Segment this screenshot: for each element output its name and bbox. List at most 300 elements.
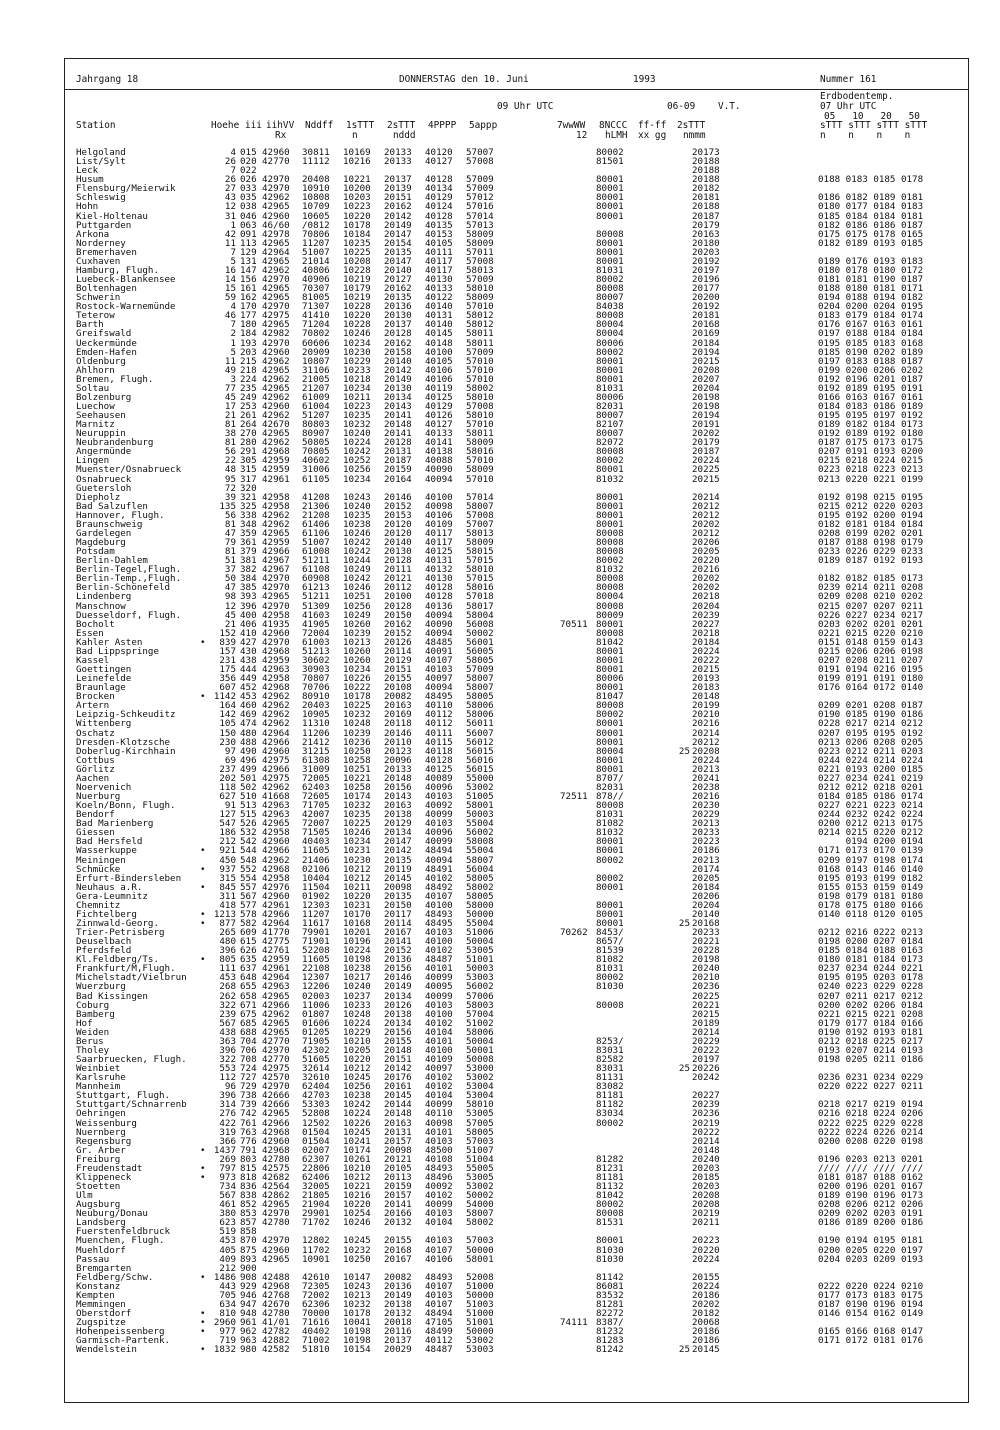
group-vt-temp: 20197 bbox=[692, 264, 720, 276]
group-iihvv: 42970 bbox=[262, 337, 290, 349]
group-4pppp: 40135 bbox=[425, 219, 453, 231]
group-7wwww: 70511 bbox=[560, 618, 588, 630]
group-2sttt: 20146 bbox=[384, 491, 412, 503]
group-5appp: 58009 bbox=[466, 464, 494, 476]
station-name: Leinefelde bbox=[76, 673, 132, 685]
group-iihvv: 42970 bbox=[262, 600, 290, 612]
station-id: 315 bbox=[240, 464, 257, 476]
elevation: 26 bbox=[224, 156, 236, 168]
elevation: 634 bbox=[219, 1298, 236, 1310]
station-id: 474 bbox=[240, 718, 257, 730]
group-5appp: 57007 bbox=[466, 518, 494, 530]
group-vt-temp: 20202 bbox=[692, 582, 720, 594]
soil-temperatures: 0197 0188 0184 0184 bbox=[818, 328, 924, 340]
group-4pppp: 40103 bbox=[425, 664, 453, 675]
group-1sttt: 10229 bbox=[343, 1026, 371, 1038]
elevation: 443 bbox=[219, 1280, 236, 1292]
group-8nccc: 80002 bbox=[596, 872, 624, 884]
group-4pppp: 40126 bbox=[425, 410, 453, 421]
group-iihvv: 42960 bbox=[262, 401, 290, 412]
group-vt-temp: 20191 bbox=[692, 419, 720, 431]
elevation: 567 bbox=[219, 1017, 236, 1029]
station-name: Soltau bbox=[76, 382, 110, 394]
group-1sttt: 10198 bbox=[343, 1326, 371, 1338]
group-5appp: 58013 bbox=[466, 264, 494, 276]
elevation: 5 bbox=[230, 346, 236, 358]
elevation: 268 bbox=[219, 981, 236, 993]
station-id: 184 bbox=[240, 328, 257, 340]
elevation: 547 bbox=[219, 818, 236, 830]
group-nddff: 61008 bbox=[302, 546, 330, 558]
group-nddff: 62403 bbox=[302, 781, 330, 793]
group-4pppp: 48491 bbox=[425, 863, 453, 875]
group-nddff: 61406 bbox=[302, 518, 330, 530]
group-8nccc: 81047 bbox=[596, 691, 624, 703]
group-2sttt: 20176 bbox=[384, 1072, 412, 1084]
group-nddff: 22806 bbox=[302, 1162, 330, 1174]
soil-temperatures: 0185 0184 0184 0181 bbox=[818, 210, 924, 222]
group-vt-temp: 20179 bbox=[692, 219, 720, 231]
group-4pppp: 40138 bbox=[425, 446, 453, 458]
group-8nccc: 80002 bbox=[596, 854, 624, 866]
soil-temperatures: 0180 0177 0184 0183 bbox=[818, 201, 924, 213]
group-1sttt: 10224 bbox=[343, 1108, 371, 1120]
station-name: Berlin-Temp.,Flugh. bbox=[76, 573, 182, 585]
mountain-marker: • bbox=[200, 918, 206, 929]
group-2sttt: 20136 bbox=[384, 1280, 412, 1292]
station-id: 675 bbox=[240, 1008, 257, 1020]
group-2sttt: 20134 bbox=[384, 391, 412, 403]
group-iihvv: 42965 bbox=[262, 283, 290, 295]
group-2sttt: 20141 bbox=[384, 1199, 412, 1211]
soil-temperatures: //// //// //// //// bbox=[818, 1162, 924, 1174]
elevation: 719 bbox=[219, 1335, 236, 1347]
station-name: Brocken bbox=[76, 691, 115, 703]
mountain-marker: • bbox=[200, 691, 206, 703]
group-8nccc: 80001 bbox=[596, 664, 624, 675]
soil-temperatures: 0215 0207 0207 0211 bbox=[818, 600, 924, 612]
group-8nccc: 80001 bbox=[596, 908, 624, 920]
group-nddff: 70000 bbox=[302, 1308, 330, 1319]
station-name: Bad Hersfeld bbox=[76, 836, 143, 848]
station-id: 838 bbox=[240, 1190, 257, 1201]
station-id: 400 bbox=[240, 609, 257, 621]
group-vt-temp: 20140 bbox=[692, 908, 720, 920]
group-1sttt: 10235 bbox=[343, 509, 371, 521]
group-2sttt: 20133 bbox=[384, 763, 412, 775]
group-iihvv: 42962 bbox=[262, 192, 290, 204]
group-1sttt: 10154 bbox=[343, 1344, 371, 1356]
group-vt-temp: 20203 bbox=[692, 1162, 720, 1174]
group-nddff: 71505 bbox=[302, 827, 330, 839]
soil-temperatures: 0195 0193 0199 0182 bbox=[818, 872, 924, 884]
soil-temperatures: 0181 0187 0188 0162 bbox=[818, 1171, 924, 1183]
group-1sttt: 10246 bbox=[343, 827, 371, 839]
group-8nccc: 80001 bbox=[596, 618, 624, 630]
station-id: 557 bbox=[240, 881, 257, 893]
group-2sttt: 20161 bbox=[384, 1081, 412, 1093]
group-nddff: 62307 bbox=[302, 1153, 330, 1165]
group-vt-temp: 20215 bbox=[692, 1008, 720, 1020]
group-4pppp: 40130 bbox=[425, 573, 453, 585]
group-1sttt: 10212 bbox=[343, 863, 371, 875]
group-nddff: 72005 bbox=[302, 772, 330, 784]
group-4pppp: 40103 bbox=[425, 791, 453, 802]
group-nddff: 01902 bbox=[302, 890, 330, 902]
group-2sttt: 20164 bbox=[384, 473, 412, 485]
group-5appp: 50003 bbox=[466, 963, 494, 975]
group-4pppp: 40112 bbox=[425, 718, 453, 730]
group-1sttt: 10239 bbox=[343, 627, 371, 639]
elevation: 405 bbox=[219, 1244, 236, 1256]
group-iihvv: 42958 bbox=[262, 872, 290, 884]
group-4pppp: 40133 bbox=[425, 428, 453, 440]
col-ffff: ff-ff bbox=[638, 120, 667, 131]
group-iihvv: 42966 bbox=[262, 999, 290, 1011]
group-5appp: 55000 bbox=[466, 772, 494, 784]
group-vt-temp: 20240 bbox=[692, 963, 720, 975]
group-iihvv: 42780 bbox=[262, 1308, 290, 1319]
group-8nccc: 82582 bbox=[596, 1054, 624, 1065]
station-name: Neuruppin bbox=[76, 428, 126, 440]
soil-temperatures: 0155 0153 0159 0149 bbox=[818, 881, 924, 893]
group-iihvv: 42970 bbox=[262, 573, 290, 585]
station-name: Berlin-Tegel,Flugh. bbox=[76, 564, 182, 576]
group-1sttt: 10219 bbox=[343, 274, 371, 285]
elevation: 366 bbox=[219, 1135, 236, 1147]
group-1sttt: 10242 bbox=[343, 573, 371, 585]
group-iihvv: 42958 bbox=[262, 491, 290, 503]
group-8nccc: 81042 bbox=[596, 1190, 624, 1201]
group-4pppp: 40092 bbox=[425, 800, 453, 811]
group-iihvv: 42962 bbox=[262, 509, 290, 521]
station-name: Deuselbach bbox=[76, 936, 132, 948]
volume-label: Jahrgang 18 bbox=[76, 74, 139, 85]
group-1sttt: 10242 bbox=[343, 1099, 371, 1111]
group-iihvv: 42670 bbox=[262, 1298, 290, 1310]
group-nddff: 12502 bbox=[302, 1117, 330, 1129]
group-iihvv: 42959 bbox=[262, 654, 290, 666]
station-id: 655 bbox=[240, 981, 257, 993]
group-2sttt: 20096 bbox=[384, 754, 412, 766]
group-4pppp: 40128 bbox=[425, 174, 453, 186]
soil-temperatures: 0171 0173 0170 0139 bbox=[818, 845, 924, 857]
station-id: 180 bbox=[240, 319, 257, 331]
group-1sttt: 10219 bbox=[343, 292, 371, 304]
group-nddff: 51810 bbox=[302, 1344, 330, 1356]
station-name: Hof bbox=[76, 1017, 93, 1029]
station-name: Magdeburg bbox=[76, 537, 126, 548]
group-iihvv: 42959 bbox=[262, 537, 290, 548]
group-vt-temp: 20169 bbox=[692, 328, 720, 340]
group-8nccc: 80001 bbox=[596, 727, 624, 739]
group-1sttt: 10258 bbox=[343, 754, 371, 766]
elevation: 112 bbox=[219, 1072, 236, 1084]
group-5appp: 56008 bbox=[466, 618, 494, 630]
station-id: 020 bbox=[240, 156, 257, 168]
group-8nccc: 80009 bbox=[596, 609, 624, 621]
col-hoehe: Hoehe bbox=[211, 120, 240, 131]
group-vt-temp: 20183 bbox=[692, 682, 720, 694]
group-vt-temp: 20227 bbox=[692, 618, 720, 630]
group-nddff: 11006 bbox=[302, 999, 330, 1011]
group-iihvv: 42768 bbox=[262, 1289, 290, 1301]
group-iihvv: 42965 bbox=[262, 382, 290, 394]
group-5appp: 58011 bbox=[466, 328, 494, 340]
group-8nccc: 8453/ bbox=[596, 927, 624, 938]
station-name: Koeln/Bonn, Flugh. bbox=[76, 800, 176, 811]
group-4pppp: 40101 bbox=[425, 1126, 453, 1138]
elevation: 27 bbox=[224, 183, 236, 195]
station-name: Saarbruecken, Flugh. bbox=[76, 1054, 187, 1065]
group-2sttt: 20119 bbox=[384, 863, 412, 875]
group-5appp: 51006 bbox=[466, 927, 494, 938]
group-5appp: 56002 bbox=[466, 981, 494, 993]
group-iihvv: 42965 bbox=[262, 319, 290, 331]
group-vt-temp: 20215 bbox=[692, 664, 720, 675]
station-name: Konstanz bbox=[76, 1280, 121, 1292]
group-1sttt: 10224 bbox=[343, 437, 371, 449]
soil-temperatures: 0179 0177 0184 0166 bbox=[818, 1017, 924, 1029]
group-2sttt: 20145 bbox=[384, 872, 412, 884]
soil-temperatures: 0195 0195 0197 0192 bbox=[818, 410, 924, 421]
elevation: 262 bbox=[219, 990, 236, 1002]
station-id: 381 bbox=[240, 555, 257, 567]
group-nddff: 32614 bbox=[302, 1063, 330, 1075]
group-4pppp: 40109 bbox=[425, 1054, 453, 1065]
group-iihvv: 42970 bbox=[262, 636, 290, 648]
station-id: 980 bbox=[240, 1344, 257, 1356]
station-id: 026 bbox=[240, 174, 257, 186]
group-8nccc: 80001 bbox=[596, 763, 624, 775]
group-5appp: 58012 bbox=[466, 310, 494, 322]
group-1sttt: 10225 bbox=[343, 818, 371, 830]
group-vt-temp: 20210 bbox=[692, 972, 720, 984]
elevation: 396 bbox=[219, 1044, 236, 1056]
station-id: 264 bbox=[240, 419, 257, 431]
group-5appp: 58010 bbox=[466, 1099, 494, 1111]
group-8nccc: 81031 bbox=[596, 809, 624, 821]
group-nddff: 40403 bbox=[302, 836, 330, 848]
sub-nddd: nddd bbox=[393, 130, 416, 141]
station-name: Weinbiet bbox=[76, 1063, 121, 1075]
group-nddff: 71905 bbox=[302, 1035, 330, 1047]
group-1sttt: 10248 bbox=[343, 718, 371, 730]
elevation: 810 bbox=[219, 1308, 236, 1319]
group-8nccc: 80001 bbox=[596, 881, 624, 893]
group-2sttt: 20149 bbox=[384, 1289, 412, 1301]
elevation: 567 bbox=[219, 1190, 236, 1201]
elevation: 15 bbox=[224, 283, 236, 295]
group-1sttt: 10234 bbox=[343, 473, 371, 485]
group-5appp: 58011 bbox=[466, 428, 494, 440]
station-name: Berlin-Schönefeld bbox=[76, 582, 171, 594]
group-vt-temp: 20210 bbox=[692, 709, 720, 721]
group-iihvv: 42963 bbox=[262, 809, 290, 821]
group-1sttt: 10240 bbox=[343, 981, 371, 993]
group-2sttt: 20148 bbox=[384, 772, 412, 784]
group-iihvv: 41668 bbox=[262, 791, 290, 802]
group-2sttt: 20139 bbox=[384, 183, 412, 195]
group-1sttt: 10147 bbox=[343, 1271, 371, 1283]
group-8nccc: 83082 bbox=[596, 1081, 624, 1093]
group-1sttt: 10234 bbox=[343, 836, 371, 848]
group-vt-temp: 20192 bbox=[692, 301, 720, 313]
group-vt-temp: 20186 bbox=[692, 1289, 720, 1301]
group-iihvv: 42959 bbox=[262, 464, 290, 476]
group-4pppp: 40105 bbox=[425, 355, 453, 367]
elevation: 49 bbox=[224, 364, 236, 376]
elevation: 797 bbox=[219, 1162, 236, 1174]
station-id: 490 bbox=[240, 745, 257, 757]
group-vt-temp: 20186 bbox=[692, 1326, 720, 1338]
group-nddff: 62306 bbox=[302, 1298, 330, 1310]
group-iihvv: 42958 bbox=[262, 673, 290, 685]
group-nddff: 31006 bbox=[302, 464, 330, 476]
group-5appp: 58009 bbox=[466, 437, 494, 449]
group-nddff: 20909 bbox=[302, 346, 330, 358]
group-nddff: 21207 bbox=[302, 382, 330, 394]
group-8nccc: 80001 bbox=[596, 464, 624, 476]
station-id: 113 bbox=[240, 237, 257, 249]
group-8nccc: 80001 bbox=[596, 237, 624, 249]
group-1sttt: 10217 bbox=[343, 972, 371, 984]
elevation: 1142 bbox=[213, 691, 236, 703]
mountain-marker: • bbox=[200, 908, 206, 920]
soil-temperatures: 0191 0194 0216 0195 bbox=[818, 664, 924, 675]
group-vt-temp: 20194 bbox=[692, 346, 720, 358]
station-name: Ahlhorn bbox=[76, 364, 115, 376]
group-2sttt: 20152 bbox=[384, 945, 412, 957]
group-nddff: 32610 bbox=[302, 1072, 330, 1084]
group-iihvv: 42770 bbox=[262, 1054, 290, 1065]
group-iihvv: 42961 bbox=[262, 899, 290, 911]
group-1sttt: 10252 bbox=[343, 455, 371, 467]
group-iihvv: 42966 bbox=[262, 736, 290, 748]
elevation: 269 bbox=[219, 1153, 236, 1165]
station-id: 729 bbox=[240, 1081, 257, 1093]
group-iihvv: 42964 bbox=[262, 972, 290, 984]
station-name: Giessen bbox=[76, 827, 115, 839]
group-4pppp: 48487 bbox=[425, 1344, 453, 1356]
group-4pppp: 40132 bbox=[425, 564, 453, 576]
group-8nccc: 81030 bbox=[596, 1244, 624, 1256]
group-vt-temp: 20205 bbox=[692, 872, 720, 884]
group-vt-temp: 20224 bbox=[692, 1253, 720, 1265]
group-1sttt: 10226 bbox=[343, 673, 371, 685]
soil-temperatures: 0192 0198 0215 0195 bbox=[818, 491, 924, 503]
station-id: 548 bbox=[240, 854, 257, 866]
group-5appp: 50000 bbox=[466, 1326, 494, 1338]
group-4pppp: 40128 bbox=[425, 754, 453, 766]
soil-temperatures: 0192 0189 0195 0191 bbox=[818, 382, 924, 394]
station-id: 396 bbox=[240, 600, 257, 612]
group-5appp: 55004 bbox=[466, 918, 494, 929]
station-name: Lindenberg bbox=[76, 591, 132, 603]
group-vt-temp: 20188 bbox=[692, 174, 720, 186]
group-iihvv: 42570 bbox=[262, 1072, 290, 1084]
group-1sttt: 10232 bbox=[343, 419, 371, 431]
group-8nccc: 80002 bbox=[596, 972, 624, 984]
group-iihvv: 42970 bbox=[262, 174, 290, 186]
station-id: 582 bbox=[240, 918, 257, 929]
group-vt-temp: 20181 bbox=[692, 192, 720, 204]
group-nddff: /0812 bbox=[302, 219, 330, 231]
group-vt-temp: 20199 bbox=[692, 700, 720, 712]
soil-temperatures: 0222 0224 0226 0214 bbox=[818, 1126, 924, 1138]
group-8nccc: 80002 bbox=[596, 274, 624, 285]
group-2sttt: 20018 bbox=[384, 1317, 412, 1328]
group-vt-temp: 20208 bbox=[692, 364, 720, 376]
station-id: 224 bbox=[240, 373, 257, 385]
group-vt-temp: 20233 bbox=[692, 827, 720, 839]
elevation: 150 bbox=[219, 727, 236, 739]
station-name: Bamberg bbox=[76, 1008, 115, 1020]
group-vt-temp: 20184 bbox=[692, 636, 720, 648]
station-name: Berlin-Dahlem bbox=[76, 555, 148, 567]
group-5appp: 51003 bbox=[466, 1298, 494, 1310]
elevation: 805 bbox=[219, 954, 236, 966]
group-1sttt: 10232 bbox=[343, 1298, 371, 1310]
group-5appp: 53004 bbox=[466, 1090, 494, 1102]
station-id: 791 bbox=[240, 1144, 257, 1156]
station-id: 526 bbox=[240, 818, 257, 830]
group-nddff: 50805 bbox=[302, 437, 330, 449]
group-vt-temp: 20225 bbox=[692, 464, 720, 476]
group-5appp: 57010 bbox=[466, 473, 494, 485]
group-iihvv: 42975 bbox=[262, 1063, 290, 1075]
station-id: 338 bbox=[240, 509, 257, 521]
group-nddff: 80803 bbox=[302, 419, 330, 431]
group-2sttt: 20098 bbox=[384, 1144, 412, 1156]
elevation: 418 bbox=[219, 899, 236, 911]
group-1sttt: 10239 bbox=[343, 727, 371, 739]
group-2sttt: 20141 bbox=[384, 428, 412, 440]
group-nddff: 11605 bbox=[302, 954, 330, 966]
station-id: 359 bbox=[240, 527, 257, 539]
group-2sttt: 20162 bbox=[384, 283, 412, 295]
group-1sttt: 10228 bbox=[343, 319, 371, 331]
station-name: Marnitz bbox=[76, 419, 115, 431]
station-name: Oberstdorf bbox=[76, 1308, 132, 1319]
soil-temperatures: 0180 0178 0180 0172 bbox=[818, 264, 924, 276]
group-iihvv: 42770 bbox=[262, 1035, 290, 1047]
group-8nccc: 80001 bbox=[596, 500, 624, 512]
group-2sttt: 20105 bbox=[384, 1162, 412, 1174]
col-station: Station bbox=[76, 120, 116, 131]
group-nddff: 40402 bbox=[302, 1326, 330, 1338]
group-vt-temp: 20213 bbox=[692, 818, 720, 830]
group-iihvv: 42970 bbox=[262, 1208, 290, 1220]
header-divider bbox=[64, 89, 969, 90]
elevation: 12 bbox=[224, 600, 236, 612]
group-iihvv: 42965 bbox=[262, 201, 290, 213]
soil-temperatures: 0200 0202 0206 0184 bbox=[818, 999, 924, 1011]
group-1sttt: 10196 bbox=[343, 936, 371, 948]
group-1sttt: 10210 bbox=[343, 1035, 371, 1047]
station-name: Memmingen bbox=[76, 1298, 126, 1310]
group-4pppp: 48495 bbox=[425, 691, 453, 703]
group-nddff: 70807 bbox=[302, 673, 330, 685]
group-nddff: 10808 bbox=[302, 192, 330, 204]
group-4pppp: 40091 bbox=[425, 645, 453, 657]
group-iihvv: 42564 bbox=[262, 1181, 290, 1192]
soil-temperatures: 0212 0218 0225 0217 bbox=[818, 1035, 924, 1047]
station-name: Angermünde bbox=[76, 446, 132, 458]
group-nddff: 11617 bbox=[302, 918, 330, 929]
group-2sttt: 20138 bbox=[384, 1298, 412, 1310]
elevation: 450 bbox=[219, 854, 236, 866]
